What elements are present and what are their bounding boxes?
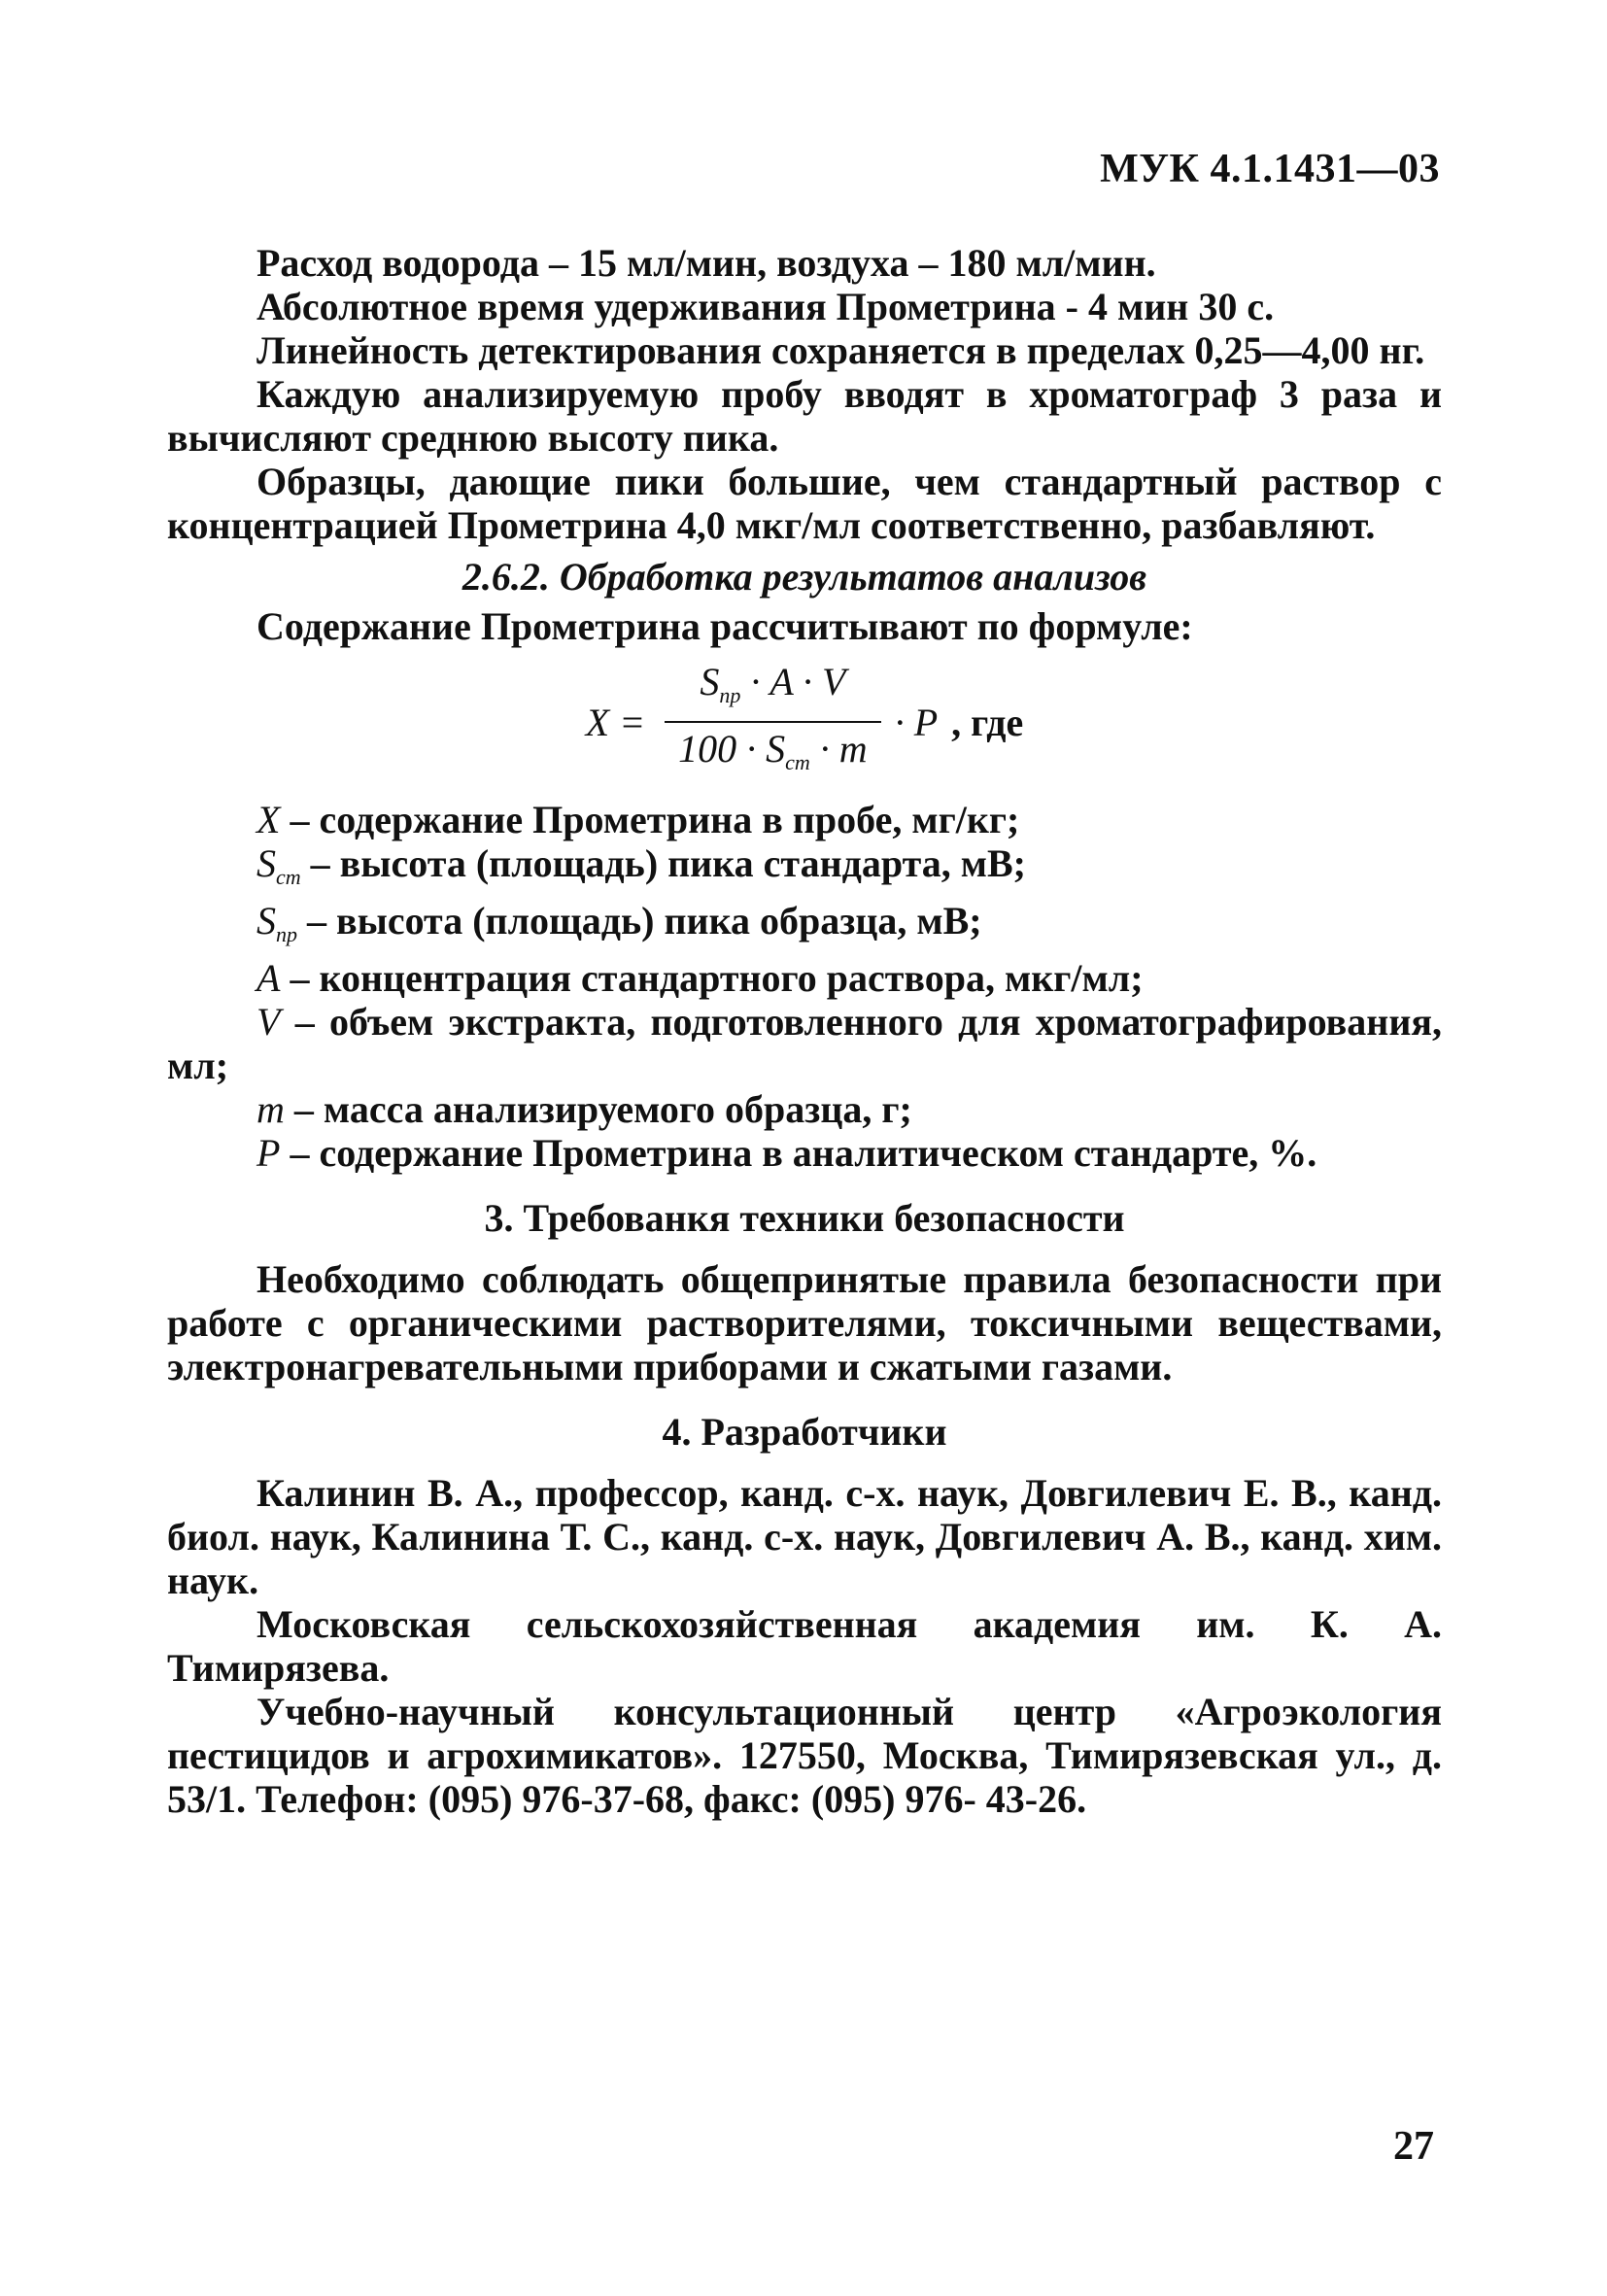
definition-s-pr [167, 899, 1442, 956]
definition-symbol: $S_{ст}$ [256, 841, 301, 889]
formula [586, 660, 1024, 784]
paragraph-dilution: Образцы, дающие пики большие, чем стандартный раствор с концентрацией Прометрина 4,0 мкг/мл соответственно, разбавляют. [167, 460, 1442, 547]
definition-p [167, 1131, 1442, 1175]
formula-where: , где [951, 700, 1024, 744]
section-3-title: 3. Требованкя техники безопасности [484, 1196, 1125, 1240]
definition-text: – высота (площадь) пика стандарта, мВ; [300, 841, 1026, 885]
formula-fraction [665, 660, 881, 784]
formula-rhs: · P [894, 700, 939, 744]
formula-lhs: X = [585, 700, 646, 744]
paragraph-linearity: Линейность детектирования сохраняется в пределах 0,25—4,00 нг. [256, 328, 1425, 372]
formula-numerator: $S_{пр} \cdot A \cdot V$ [700, 660, 846, 707]
page-content [167, 241, 1442, 1821]
developer-organization-center: Учебно-научный консультационный центр «Агроэкология пестицидов и агрохимикатов». 127550, Москва, Тимирязевская ул., д. 53/1. Телефон: (095) 976-37-68, факс: (095) 976- 43-26. [167, 1690, 1442, 1821]
definition-text: – концентрация стандартного раствора, мкг/мл; [280, 956, 1144, 1000]
formula-block [167, 656, 1442, 788]
developer-organization-academy: Московская сельскохозяйственная академия им. К. А. Тимирязева. [167, 1602, 1442, 1690]
formula-denominator: $100 \cdot S_{ст} \cdot m$ [678, 727, 868, 774]
paragraph-injection: Каждую анализируемую пробу вводят в хроматограф 3 раза и вычисляют среднюю высоту пика. [167, 372, 1442, 460]
definition-text: – высота (площадь) пика образца, мВ; [297, 899, 982, 942]
definition-text: – содержание Прометрина в пробе, мг/кг; [280, 798, 1020, 841]
paragraph-hydrogen-flow: Расход водорода – 15 мл/мин, воздуха – 180 мл/мин. [256, 241, 1156, 285]
paragraph-retention-time: Абсолютное время удерживания Прометрина - 4 мин 30 с. [256, 285, 1275, 328]
definition-m [167, 1087, 1442, 1131]
section-3-text: Необходимо соблюдать общепринятые правила безопасности при работе с органическими растворителями, токсичными веществами, электронагревательными приборами и сжатыми газами. [167, 1257, 1442, 1388]
definition-text: – содержание Прометрина в аналитическом стандарте, %. [280, 1131, 1317, 1175]
definition-symbol: m [256, 1087, 285, 1131]
definition-symbol: $S_{пр}$ [256, 899, 297, 946]
definition-a [167, 956, 1442, 1000]
formula-intro: Содержание Прометрина рассчитывают по формуле: [256, 604, 1193, 648]
subsection-title: 2.6.2. Обработка результатов анализов [462, 555, 1147, 599]
developers-list: Калинин В. А., профессор, канд. с-х. наук, Довгилевич Е. В., канд. биол. наук, Калинина Т. С., канд. с-х. наук, Довгилевич А. В., канд. хим. наук. [167, 1471, 1442, 1602]
definition-symbol: V [256, 1000, 281, 1044]
definition-text: – объем экстракта, подготовленного для хроматографирования, мл; [167, 1000, 1442, 1087]
definition-symbol: X [256, 798, 281, 841]
page-number: 27 [1393, 2124, 1434, 2169]
section-4-title: 4. Разработчики [662, 1410, 947, 1454]
definition-symbol: P [256, 1131, 281, 1175]
definition-text: – масса анализируемого образца, г; [284, 1087, 912, 1131]
definition-symbol: A [256, 956, 281, 1000]
definition-s-st [167, 841, 1442, 899]
definition-x [167, 798, 1442, 841]
document-code: МУК 4.1.1431—03 [1100, 147, 1440, 191]
definition-v [167, 1000, 1442, 1087]
